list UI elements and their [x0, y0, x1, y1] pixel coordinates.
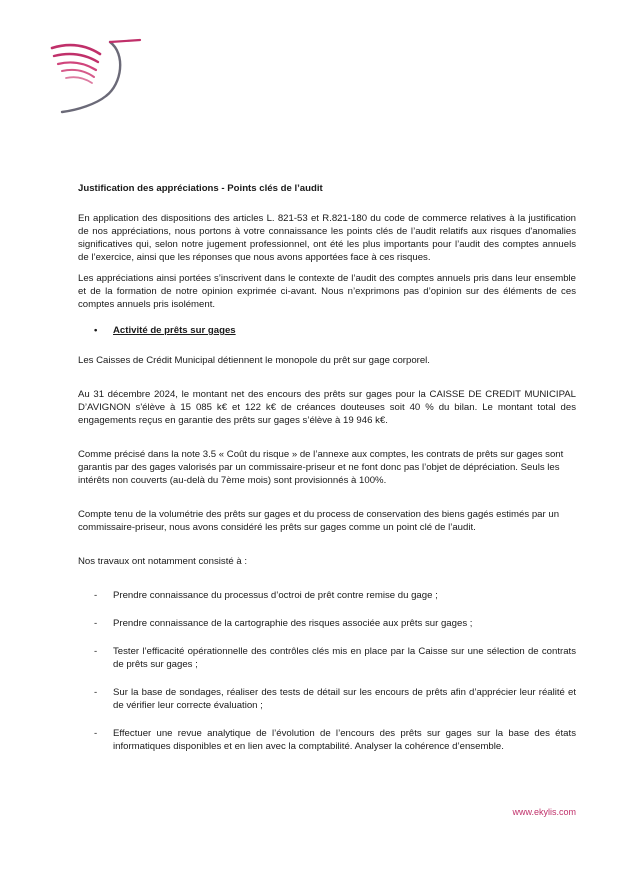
- list-item: [78, 617, 576, 630]
- section-heading: Justification des appréciations - Points clés de l’audit: [78, 183, 323, 194]
- intro-paragraph-1: En application des dispositions des articles L. 821-53 et R.821-180 du code de commerce relatives à la justification de nos appréciations, nous portons à votre connaissance les points clés de l’audit relatifs aux risques d'anomalies significatives qui, selon notre jugement professionnel, ont été les plus importants pour l’audit des comptes annuels de l’exercice, ainsi que les réponses que nous avons apportées face à ces risques.: [78, 213, 576, 263]
- list-item-text: Prendre connaissance de la cartographie des risques associée aux prêts sur gages ;: [113, 618, 473, 629]
- dash-marker: -: [94, 728, 98, 739]
- ekylis-logo-icon: [48, 30, 144, 116]
- dash-marker: -: [94, 687, 98, 698]
- list-item-text: Prendre connaissance du processus d’octroi de prêt contre remise du gage ;: [113, 590, 438, 601]
- list-item: [78, 645, 576, 671]
- monopoly-paragraph: Les Caisses de Crédit Municipal détiennent le monopole du prêt sur gage corporel.: [78, 355, 430, 366]
- dash-marker: -: [94, 590, 98, 601]
- amounts-paragraph: Au 31 décembre 2024, le montant net des encours des prêts sur gages pour la CAISSE DE CREDIT MUNICIPAL D’AVIGNON s'élève à 15 085 k€ et 122 k€ de créances douteuses soit 40 % du bilan. Le montant total des engagements reçus en garantie des prêts sur gages s’élève à 19 946 k€.: [78, 389, 576, 426]
- dash-marker: -: [94, 618, 98, 629]
- bullet-icon: •: [94, 325, 98, 336]
- tasks-list: [78, 589, 576, 753]
- list-item-text: Sur la base de sondages, réaliser des tests de détail sur les encours de prêts afin d’apprécier leur réalité et de vérifier leur correcte évaluation ;: [113, 687, 576, 711]
- bullet-title: Activité de prêts sur gages: [113, 325, 236, 336]
- dash-marker: -: [94, 646, 98, 657]
- intro-paragraph-2: Les appréciations ainsi portées s’inscrivent dans le contexte de l’audit des comptes annuels pris dans leur ensemble et de la formation de notre opinion exprimée ci-avant. Nous n’exprimons pas d’opinion sur des éléments de ces comptes annuels pris isolément.: [78, 273, 576, 310]
- list-item: [78, 727, 576, 753]
- footer-website-link[interactable]: www.ekylis.com: [512, 807, 576, 817]
- list-item: [78, 686, 576, 712]
- risk-note-paragraph: Comme précisé dans la note 3.5 « Coût du risque » de l’annexe aux comptes, les contrats de prêts sur gages sont garantis par des gages valorisés par un commissaire-priseur et ne font donc pas l’objet de dépréciation. Seuls les intérêts non couverts (au-delà du 7ème mois) sont provisionnés à 100%.: [78, 449, 564, 486]
- list-item-text: Tester l’efficacité opérationnelle des contrôles clés mis en place par la Caisse sur une sélection de contrats de prêts sur gages ;: [113, 646, 576, 670]
- works-intro-paragraph: Nos travaux ont notamment consisté à :: [78, 556, 248, 567]
- list-item-text: Effectuer une revue analytique de l’évolution de l’encours des prêts sur gages sur la base des états informatiques disponibles et en lien avec la comptabilité. Analyser la cohérence d’ensemble.: [113, 728, 576, 752]
- document-body: [78, 182, 576, 768]
- key-point-paragraph: Compte tenu de la volumétrie des prêts sur gages et du process de conservation des biens gagés estimés par un commissaire-priseur, nous avons considéré les prêts sur gages comme un point clé de l’audit.: [78, 509, 560, 533]
- list-item: [78, 589, 576, 602]
- bullet-heading: [78, 324, 576, 337]
